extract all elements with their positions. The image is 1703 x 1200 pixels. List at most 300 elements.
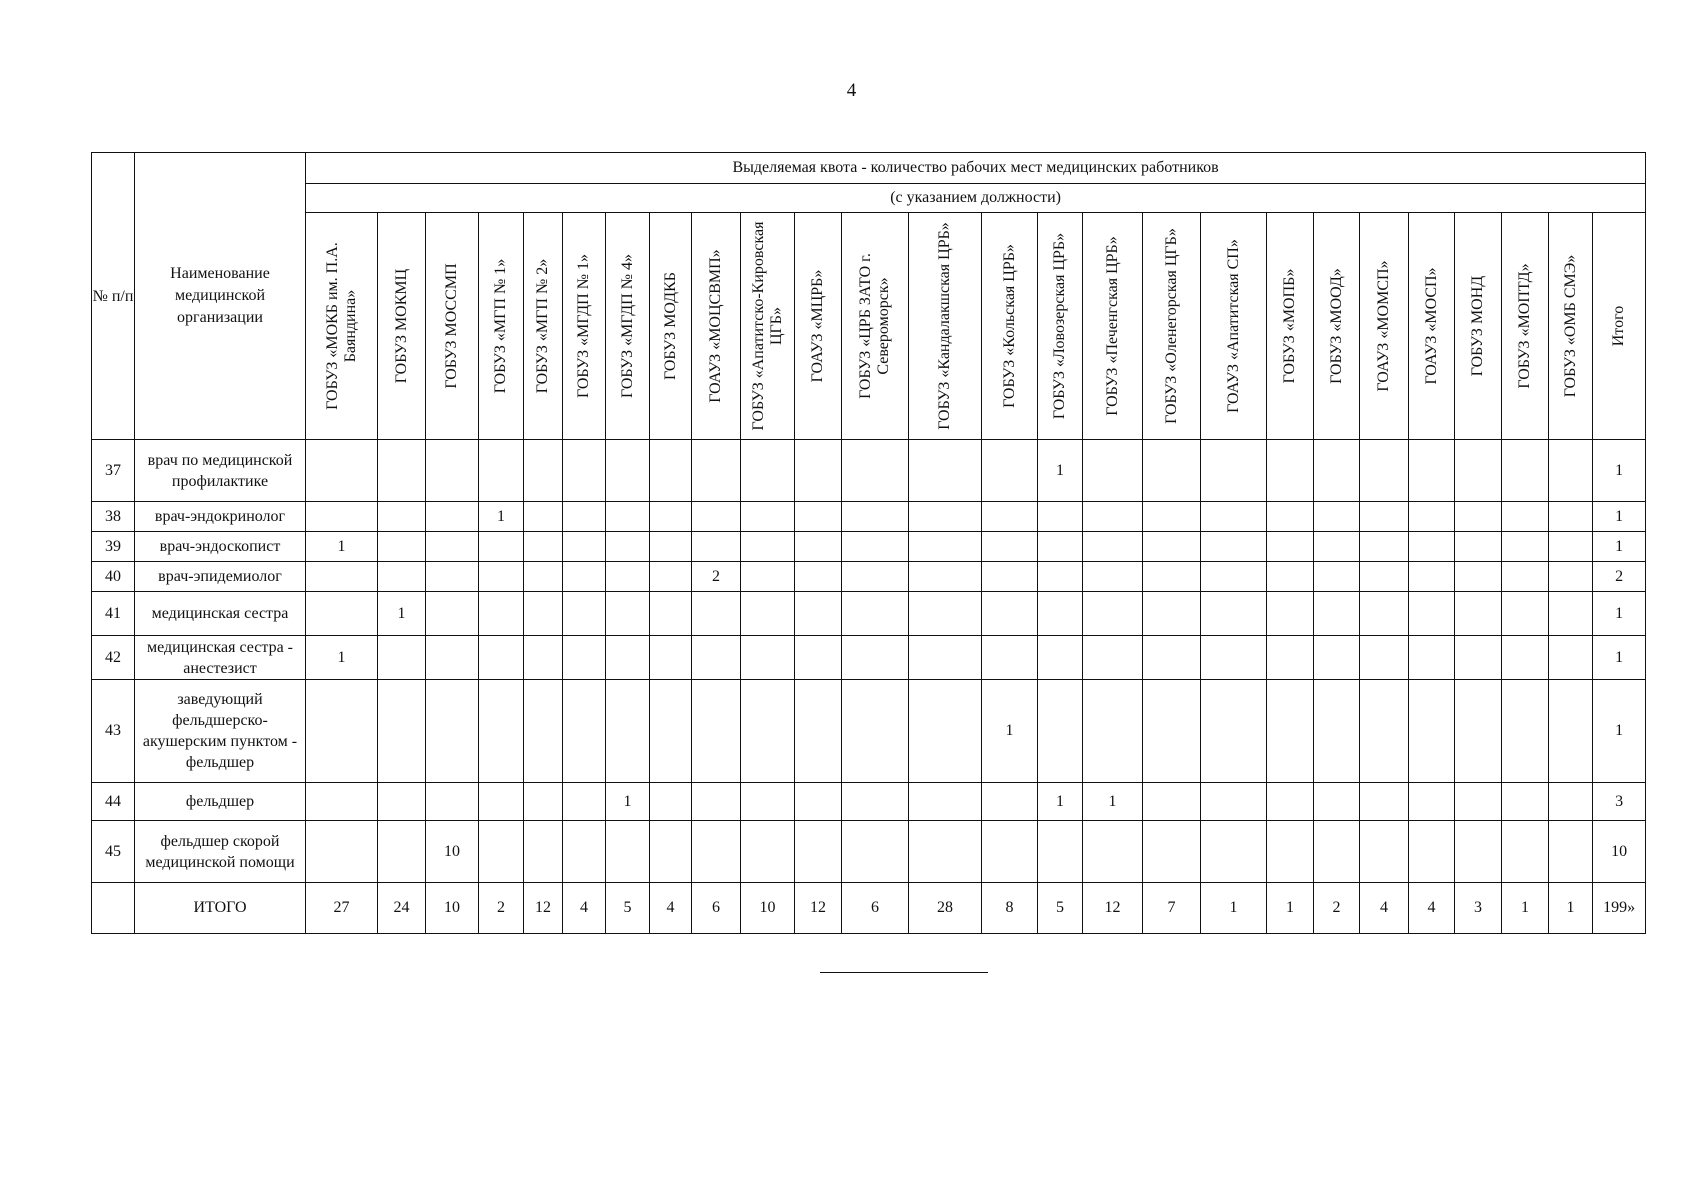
quota-cell xyxy=(524,592,563,636)
organization-name: ГОАУЗ «МЦРБ» xyxy=(809,269,826,383)
quota-cell xyxy=(306,592,378,636)
quota-cell xyxy=(909,532,982,562)
quota-cell xyxy=(563,532,606,562)
organization-header-cell xyxy=(1409,213,1455,440)
quota-cell xyxy=(306,680,378,783)
total-column-header xyxy=(1593,213,1646,440)
quota-cell xyxy=(982,592,1038,636)
position-name: медицинская сестра - анестезист xyxy=(135,636,306,680)
quota-cell xyxy=(479,821,524,883)
quota-cell xyxy=(524,532,563,562)
quota-cell: 1 xyxy=(1038,783,1083,821)
organization-name: ГОБУЗ МОКМЦ xyxy=(392,268,410,384)
quota-cell xyxy=(692,592,741,636)
organization-header-cell xyxy=(378,213,426,440)
quota-cell xyxy=(692,440,741,502)
totals-cell: 5 xyxy=(606,883,650,934)
quota-cell xyxy=(1502,562,1549,592)
quota-cell xyxy=(692,821,741,883)
row-total: 1 xyxy=(1593,680,1646,783)
quota-cell xyxy=(563,592,606,636)
quota-cell xyxy=(378,783,426,821)
quota-cell xyxy=(982,562,1038,592)
quota-cell xyxy=(1455,680,1502,783)
row-number: 44 xyxy=(92,783,135,821)
quota-cell xyxy=(692,783,741,821)
quota-cell xyxy=(479,592,524,636)
quota-cell xyxy=(1201,821,1267,883)
totals-cell: 1 xyxy=(1201,883,1267,934)
organization-header-cell xyxy=(1549,213,1593,440)
organization-header-cell xyxy=(426,213,479,440)
organization-header-cell xyxy=(1143,213,1201,440)
quota-cell xyxy=(306,562,378,592)
quota-cell xyxy=(479,562,524,592)
quota-cell xyxy=(741,680,795,783)
quota-cell xyxy=(1038,592,1083,636)
row-number: 42 xyxy=(92,636,135,680)
totals-cell: 7 xyxy=(1143,883,1201,934)
footer-divider xyxy=(820,972,988,973)
quota-cell xyxy=(1267,592,1314,636)
totals-cell: 6 xyxy=(692,883,741,934)
organization-header-cell xyxy=(563,213,606,440)
quota-cell xyxy=(1360,562,1409,592)
organization-header-cell xyxy=(1455,213,1502,440)
quota-cell xyxy=(1409,532,1455,562)
quota-cell xyxy=(1455,821,1502,883)
quota-cell xyxy=(1549,440,1593,502)
quota-cell xyxy=(741,783,795,821)
quota-cell xyxy=(1083,562,1143,592)
organization-name: ГОБУЗ «Оленегорская ЦГБ» xyxy=(1162,228,1180,424)
row-number: 38 xyxy=(92,502,135,532)
quota-cell: 10 xyxy=(426,821,479,883)
quota-cell xyxy=(650,562,692,592)
quota-cell xyxy=(606,440,650,502)
quota-cell xyxy=(524,562,563,592)
quota-cell xyxy=(1314,562,1360,592)
quota-cell xyxy=(1549,783,1593,821)
quota-cell xyxy=(606,636,650,680)
organization-header-cell xyxy=(842,213,909,440)
quota-cell xyxy=(1409,783,1455,821)
quota-cell xyxy=(426,680,479,783)
quota-cell xyxy=(1267,636,1314,680)
row-number: 41 xyxy=(92,592,135,636)
quota-cell xyxy=(426,783,479,821)
quota-cell xyxy=(842,821,909,883)
organization-name-column-header: Наименование медицинской организации xyxy=(135,153,306,440)
quota-cell xyxy=(1502,783,1549,821)
quota-cell xyxy=(1549,680,1593,783)
organization-name: ГОБУЗ МОССМП xyxy=(443,263,460,389)
quota-cell xyxy=(909,502,982,532)
quota-cell xyxy=(1409,680,1455,783)
quota-cell xyxy=(479,636,524,680)
totals-cell: 27 xyxy=(306,883,378,934)
organization-name: ГОБУЗ «МГП № 2» xyxy=(534,258,551,394)
quota-cell xyxy=(842,562,909,592)
quota-cell xyxy=(1549,592,1593,636)
quota-cell xyxy=(650,592,692,636)
table-row xyxy=(92,783,1646,821)
quota-cell xyxy=(563,562,606,592)
totals-cell: 28 xyxy=(909,883,982,934)
quota-cell xyxy=(1455,532,1502,562)
row-number: 39 xyxy=(92,532,135,562)
quota-cell xyxy=(1314,821,1360,883)
quota-cell xyxy=(426,440,479,502)
totals-label: ИТОГО xyxy=(135,883,306,934)
total-column-label: Итого xyxy=(1610,305,1628,347)
quota-cell xyxy=(479,680,524,783)
quota-cell xyxy=(795,636,842,680)
quota-cell xyxy=(1455,636,1502,680)
quota-cell xyxy=(909,592,982,636)
quota-cell xyxy=(1455,562,1502,592)
quota-cell xyxy=(1314,532,1360,562)
quota-cell xyxy=(842,532,909,562)
totals-cell: 4 xyxy=(563,883,606,934)
quota-cell: 1 xyxy=(1083,783,1143,821)
quota-cell xyxy=(1201,680,1267,783)
organization-header-cell xyxy=(795,213,842,440)
quota-cell xyxy=(563,680,606,783)
quota-cell xyxy=(741,636,795,680)
quota-cell xyxy=(842,592,909,636)
quota-cell xyxy=(1038,821,1083,883)
quota-cell xyxy=(1409,821,1455,883)
organization-name: ГОБУЗ «ОМБ СМЭ» xyxy=(1561,254,1579,398)
quota-cell xyxy=(1360,502,1409,532)
quota-cell xyxy=(1502,440,1549,502)
quota-cell xyxy=(426,502,479,532)
organization-header-row xyxy=(92,213,1646,440)
totals-cell: 12 xyxy=(795,883,842,934)
quota-cell xyxy=(741,502,795,532)
quota-cell xyxy=(1267,502,1314,532)
totals-cell: 3 xyxy=(1455,883,1502,934)
totals-cell: 4 xyxy=(1360,883,1409,934)
position-name: врач-эндокринолог xyxy=(135,502,306,532)
quota-cell xyxy=(1083,532,1143,562)
quota-cell xyxy=(524,783,563,821)
organization-header-cell xyxy=(306,213,378,440)
grand-total: 199» xyxy=(1593,883,1646,934)
quota-cell: 1 xyxy=(606,783,650,821)
quota-cell xyxy=(1143,562,1201,592)
quota-cell xyxy=(795,592,842,636)
row-number: 40 xyxy=(92,562,135,592)
quota-cell xyxy=(1502,502,1549,532)
quota-cell xyxy=(1201,562,1267,592)
position-name: врач-эндоскопист xyxy=(135,532,306,562)
row-total: 1 xyxy=(1593,636,1646,680)
quota-cell xyxy=(1314,440,1360,502)
quota-cell xyxy=(479,440,524,502)
organization-name: ГОБУЗ «МГДП № 4» xyxy=(618,254,636,398)
quota-cell xyxy=(524,821,563,883)
quota-cell xyxy=(1267,680,1314,783)
quota-cell xyxy=(982,532,1038,562)
quota-cell xyxy=(795,440,842,502)
quota-cell xyxy=(795,502,842,532)
quota-cell xyxy=(606,502,650,532)
quota-cell xyxy=(378,821,426,883)
organization-header-cell xyxy=(1502,213,1549,440)
quota-cell xyxy=(1549,821,1593,883)
quota-cell xyxy=(1314,592,1360,636)
position-name: медицинская сестра xyxy=(135,592,306,636)
quota-cell xyxy=(1143,440,1201,502)
quota-cell xyxy=(909,783,982,821)
quota-cell xyxy=(606,532,650,562)
row-total: 1 xyxy=(1593,440,1646,502)
totals-cell: 1 xyxy=(1267,883,1314,934)
quota-cell xyxy=(1143,821,1201,883)
organization-header-cell xyxy=(479,213,524,440)
organization-name: ГОБУЗ «МГДП № 1» xyxy=(575,254,592,398)
organization-name: ГОАУЗ «МОСП» xyxy=(1422,267,1440,385)
quota-cell xyxy=(1083,592,1143,636)
quota-cell: 2 xyxy=(692,562,741,592)
quota-cell xyxy=(741,532,795,562)
quota-cell xyxy=(426,636,479,680)
quota-cell xyxy=(306,783,378,821)
quota-cell xyxy=(378,440,426,502)
quota-cell xyxy=(378,562,426,592)
quota-cell xyxy=(306,440,378,502)
quota-cell xyxy=(563,502,606,532)
quota-cell: 1 xyxy=(479,502,524,532)
quota-cell xyxy=(378,532,426,562)
organization-header-cell xyxy=(1201,213,1267,440)
position-name: заведующий фельдшерско-акушерским пунктом - фельдшер xyxy=(135,680,306,783)
totals-cell: 2 xyxy=(479,883,524,934)
row-number: 37 xyxy=(92,440,135,502)
quota-cell xyxy=(1083,821,1143,883)
totals-cell: 10 xyxy=(741,883,795,934)
number-column-header: № п/п xyxy=(92,153,135,440)
quota-cell xyxy=(1143,783,1201,821)
quota-cell xyxy=(1083,680,1143,783)
quota-cell xyxy=(795,821,842,883)
quota-cell xyxy=(426,532,479,562)
quota-cell xyxy=(692,502,741,532)
quota-cell xyxy=(1502,821,1549,883)
organization-name: ГОБУЗ «Кандалакшская ЦРБ» xyxy=(936,222,953,430)
quota-cell xyxy=(1360,592,1409,636)
organization-header-cell xyxy=(741,213,795,440)
totals-cell: 6 xyxy=(842,883,909,934)
quota-cell xyxy=(650,532,692,562)
quota-title: Выделяемая квота - количество рабочих мест медицинских работников xyxy=(306,153,1646,184)
quota-cell xyxy=(795,532,842,562)
quota-cell xyxy=(1267,532,1314,562)
quota-cell xyxy=(563,636,606,680)
row-total: 1 xyxy=(1593,592,1646,636)
row-total: 2 xyxy=(1593,562,1646,592)
quota-cell xyxy=(909,562,982,592)
organization-name: ГОБУЗ «МОПБ» xyxy=(1281,268,1298,384)
quota-cell: 1 xyxy=(1038,440,1083,502)
quota-cell xyxy=(378,680,426,783)
totals-cell: 1 xyxy=(1502,883,1549,934)
organization-header-cell xyxy=(1267,213,1314,440)
quota-cell xyxy=(982,440,1038,502)
quota-cell xyxy=(524,440,563,502)
quota-cell xyxy=(842,440,909,502)
quota-cell xyxy=(1267,821,1314,883)
quota-cell xyxy=(1360,636,1409,680)
page-number: 4 xyxy=(846,80,857,101)
quota-cell xyxy=(563,440,606,502)
table-row xyxy=(92,636,1646,680)
organization-name: ГОБУЗ МОНД xyxy=(1469,275,1486,377)
quota-cell xyxy=(1038,502,1083,532)
quota-cell: 1 xyxy=(378,592,426,636)
quota-cell xyxy=(1360,532,1409,562)
quota-cell xyxy=(306,502,378,532)
quota-cell xyxy=(909,680,982,783)
quota-cell: 1 xyxy=(306,532,378,562)
quota-cell xyxy=(1455,592,1502,636)
totals-cell: 4 xyxy=(1409,883,1455,934)
quota-cell xyxy=(1143,636,1201,680)
table-row xyxy=(92,502,1646,532)
quota-cell xyxy=(1409,562,1455,592)
quota-cell xyxy=(606,592,650,636)
quota-cell xyxy=(1409,502,1455,532)
quota-cell xyxy=(1201,440,1267,502)
quota-cell xyxy=(692,636,741,680)
quota-cell xyxy=(1267,562,1314,592)
organization-name: ГОБУЗ МОДКБ xyxy=(661,272,679,380)
position-name: фельдшер скорой медицинской помощи xyxy=(135,821,306,883)
quota-cell xyxy=(1502,636,1549,680)
quota-cell xyxy=(692,532,741,562)
quota-cell xyxy=(650,636,692,680)
quota-cell xyxy=(982,636,1038,680)
table-row xyxy=(92,592,1646,636)
organization-name: ГОБУЗ «МООД» xyxy=(1327,268,1345,384)
organization-name: ГОБУЗ «МОКБ им. П.А. Баяндина» xyxy=(323,242,359,410)
quota-cell xyxy=(606,680,650,783)
quota-cell xyxy=(1038,562,1083,592)
quota-cell xyxy=(1549,562,1593,592)
quota-cell xyxy=(1502,680,1549,783)
quota-cell xyxy=(1314,502,1360,532)
position-name: врач-эпидемиолог xyxy=(135,562,306,592)
totals-cell: 24 xyxy=(378,883,426,934)
quota-cell xyxy=(741,592,795,636)
row-total: 1 xyxy=(1593,532,1646,562)
quota-cell xyxy=(524,636,563,680)
quota-cell xyxy=(650,440,692,502)
totals-cell: 12 xyxy=(1083,883,1143,934)
quota-cell xyxy=(563,821,606,883)
quota-cell xyxy=(650,502,692,532)
quota-cell xyxy=(909,636,982,680)
quota-cell xyxy=(1083,502,1143,532)
quota-cell xyxy=(378,636,426,680)
quota-cell xyxy=(1267,440,1314,502)
totals-cell: 5 xyxy=(1038,883,1083,934)
totals-number-cell xyxy=(92,883,135,934)
quota-cell xyxy=(1201,532,1267,562)
row-total: 3 xyxy=(1593,783,1646,821)
totals-cell: 1 xyxy=(1549,883,1593,934)
position-name: фельдшер xyxy=(135,783,306,821)
quota-cell xyxy=(1455,783,1502,821)
quota-cell xyxy=(1360,440,1409,502)
quota-cell xyxy=(741,562,795,592)
totals-cell: 8 xyxy=(982,883,1038,934)
organization-name: ГОАУЗ «МОМСП» xyxy=(1375,260,1392,392)
quota-cell xyxy=(1267,783,1314,821)
quota-cell xyxy=(426,592,479,636)
quota-cell: 1 xyxy=(982,680,1038,783)
organization-header-cell xyxy=(650,213,692,440)
quota-cell xyxy=(1502,592,1549,636)
quota-table xyxy=(91,152,1646,934)
organization-header-cell xyxy=(524,213,563,440)
totals-row xyxy=(92,883,1646,934)
quota-cell xyxy=(741,821,795,883)
quota-cell xyxy=(606,562,650,592)
quota-cell xyxy=(1314,636,1360,680)
organization-name: ГОАУЗ «Апатитская СП» xyxy=(1224,239,1242,413)
table-row xyxy=(92,680,1646,783)
quota-cell xyxy=(982,783,1038,821)
quota-cell xyxy=(1549,532,1593,562)
quota-cell xyxy=(982,821,1038,883)
totals-cell: 12 xyxy=(524,883,563,934)
table-row xyxy=(92,562,1646,592)
quota-cell xyxy=(306,821,378,883)
organization-name: ГОБУЗ «Печенгская ЦРБ» xyxy=(1103,236,1121,416)
quota-cell xyxy=(909,821,982,883)
row-number: 43 xyxy=(92,680,135,783)
quota-cell xyxy=(1201,592,1267,636)
quota-cell: 1 xyxy=(306,636,378,680)
row-number: 45 xyxy=(92,821,135,883)
quota-cell xyxy=(479,783,524,821)
quota-cell xyxy=(1201,636,1267,680)
quota-cell xyxy=(650,783,692,821)
quota-cell xyxy=(606,821,650,883)
quota-cell xyxy=(563,783,606,821)
quota-cell xyxy=(1143,592,1201,636)
organization-name: ГОБУЗ «МОПТД» xyxy=(1516,263,1533,389)
quota-cell xyxy=(1201,783,1267,821)
quota-subtitle: (с указанием должности) xyxy=(306,184,1646,213)
quota-cell xyxy=(842,680,909,783)
quota-cell xyxy=(909,440,982,502)
organization-name: ГОБУЗ «Ловозерская ЦРБ» xyxy=(1051,232,1068,420)
quota-cell xyxy=(1360,821,1409,883)
quota-cell xyxy=(1083,636,1143,680)
quota-cell xyxy=(842,783,909,821)
totals-cell: 2 xyxy=(1314,883,1360,934)
quota-cell xyxy=(524,502,563,532)
quota-cell xyxy=(1201,502,1267,532)
quota-cell xyxy=(479,532,524,562)
organization-name: ГОБУЗ «МГП № 1» xyxy=(492,258,509,394)
quota-cell xyxy=(982,502,1038,532)
quota-cell xyxy=(842,636,909,680)
